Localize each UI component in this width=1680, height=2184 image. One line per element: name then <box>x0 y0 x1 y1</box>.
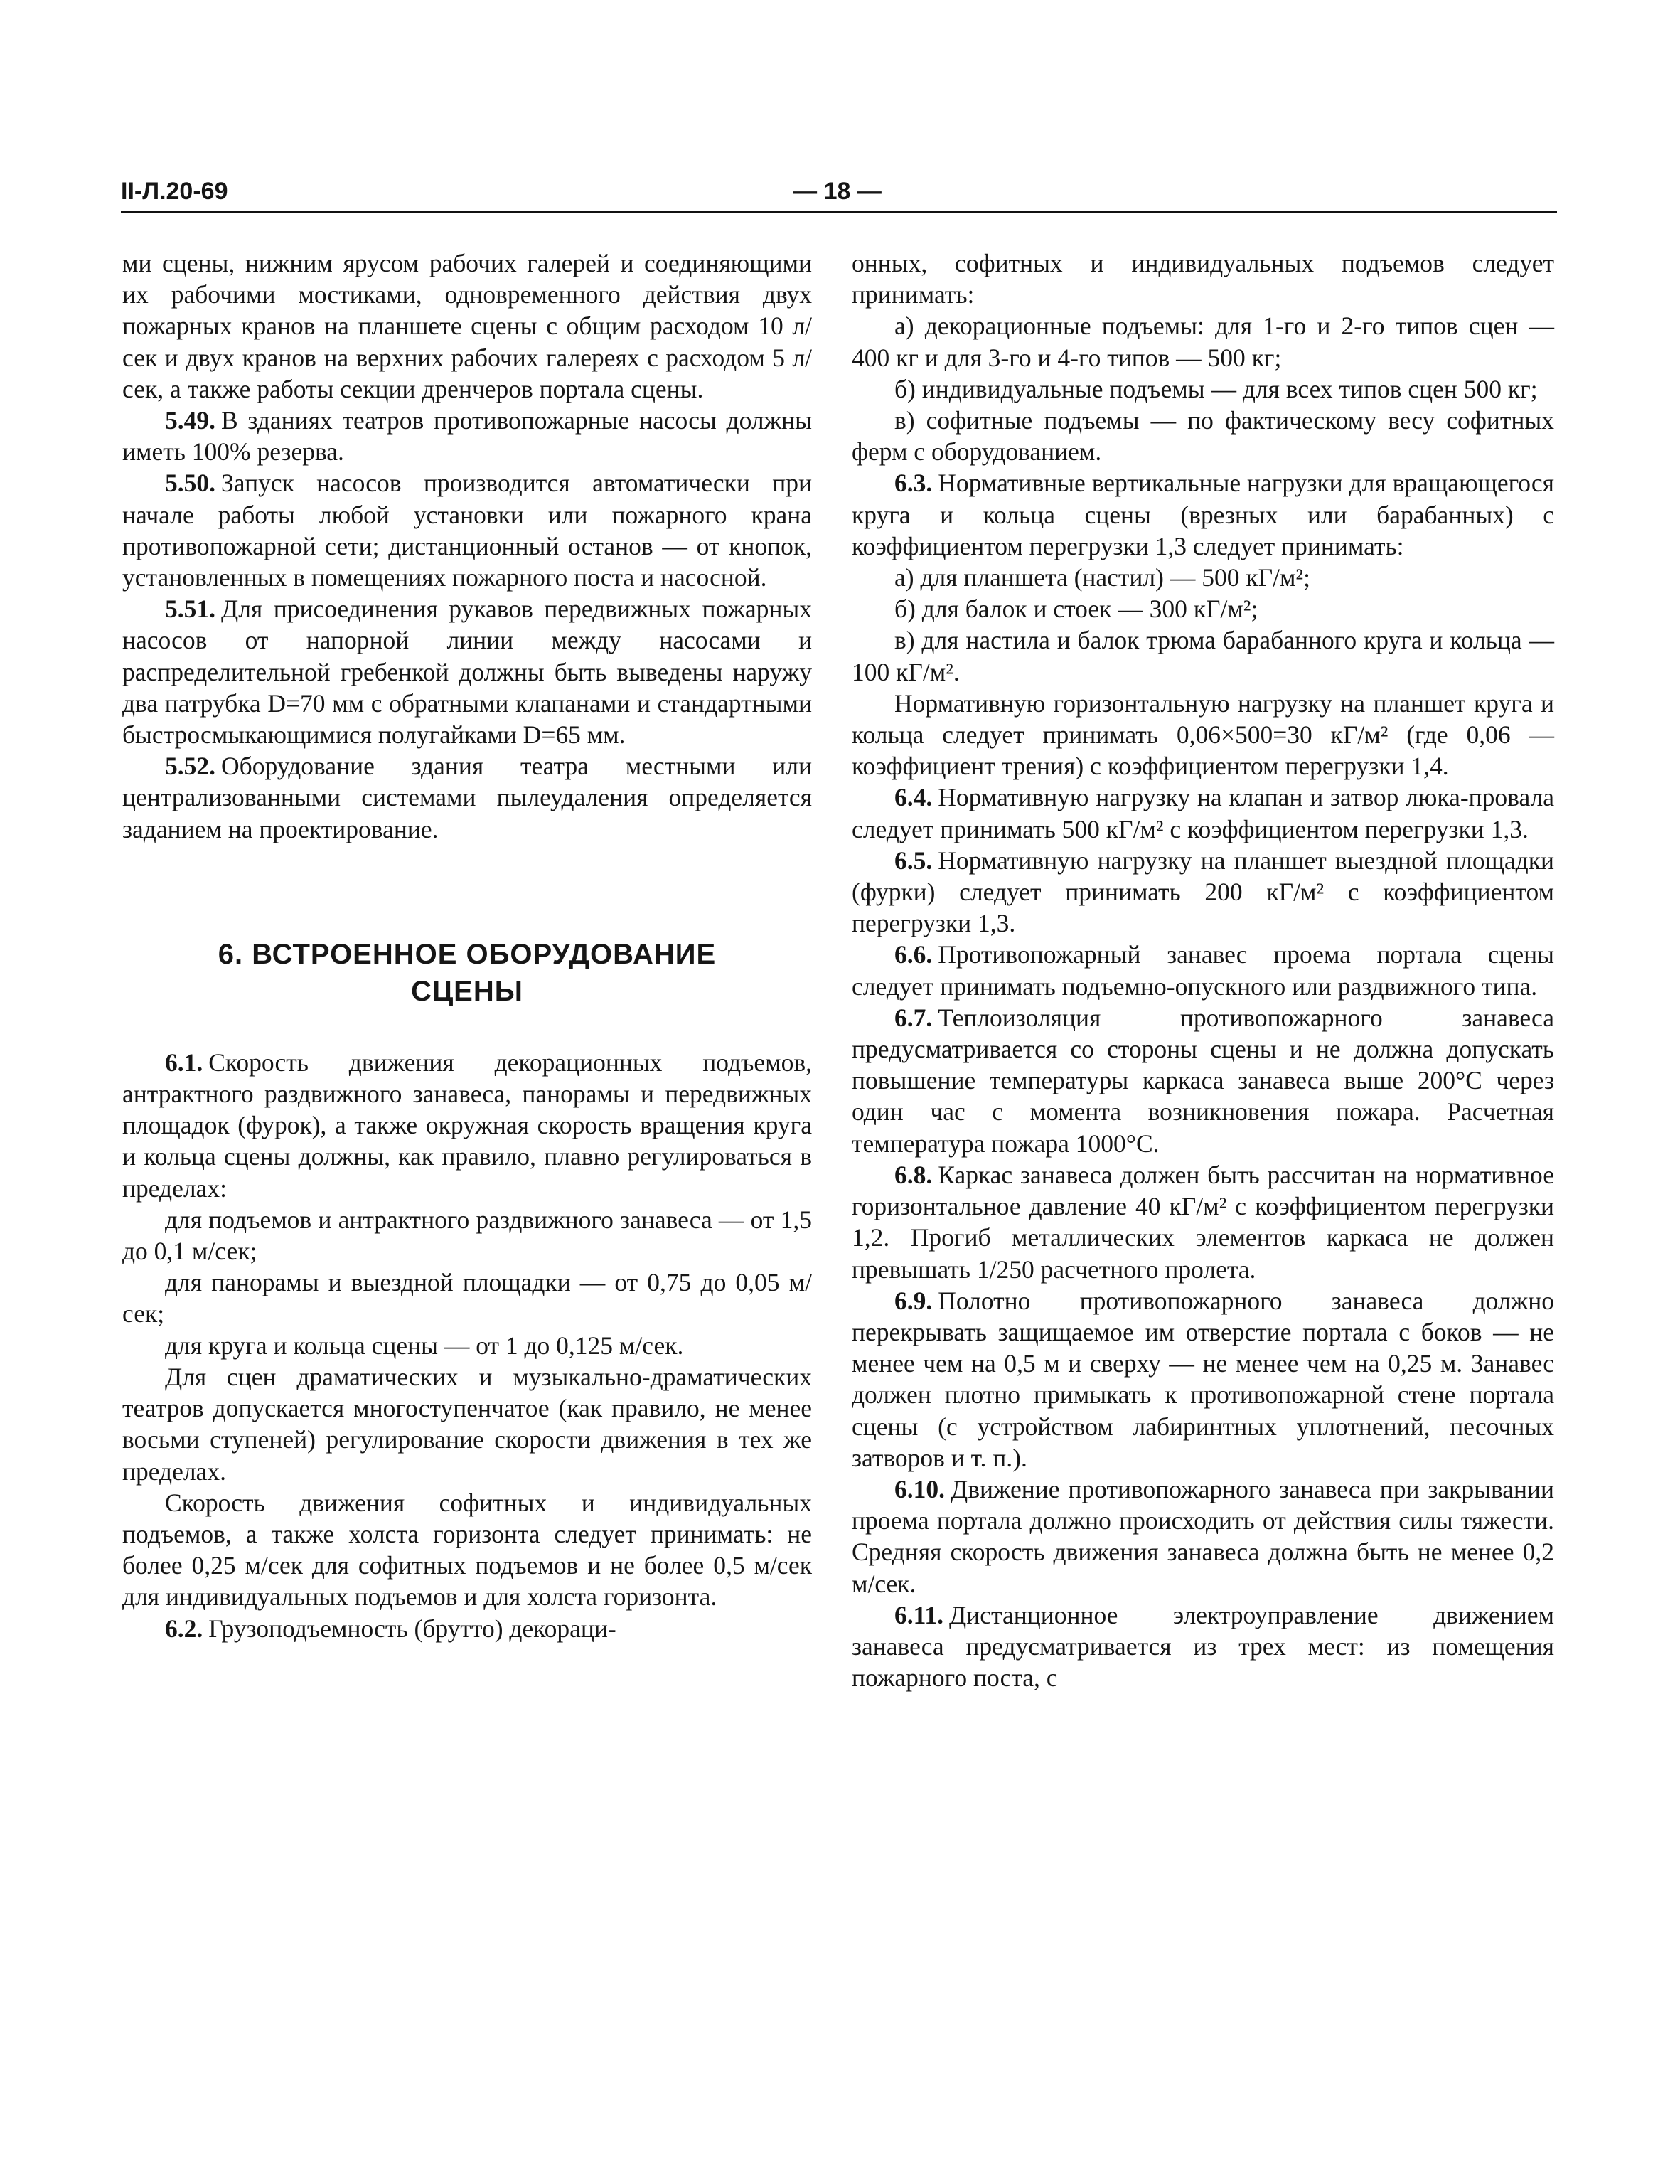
clause-number: 6.1. <box>165 1048 203 1077</box>
clause-6-6 <box>852 939 1554 1001</box>
clause-number: 6.10. <box>894 1474 945 1503</box>
page-header <box>121 178 1553 213</box>
clause-number: 6.3. <box>894 469 933 498</box>
clause-text: Грузоподъемность (брутто) декораци- <box>208 1614 616 1643</box>
clause-text: Оборудование здания театра местными или централизованными системами пылеудаления определяется заданием на проектирование. <box>122 752 812 843</box>
document-code: II-Л.20-69 <box>121 178 228 205</box>
clause-text: Нормативные вертикальные нагрузки для вращающегося круга и кольца сцены (врезных или барабанных) с коэффициентом перегрузки 1,3 следует принимать: <box>852 469 1554 560</box>
clause-6-5 <box>852 845 1554 939</box>
clause-text: Полотно противопожарного занавеса должно перекрывать защищаемое им отверстие портала с боков — не менее чем на 0,5 м и сверху — не менее чем на 0,25 м. Занавес должен плотно примыкать к противопожарной стене портала сцены (с устройством лабиринтных уплотнений, песочных затворов и т. п.). <box>852 1286 1554 1472</box>
clause-number: 6.7. <box>894 1003 933 1032</box>
paragraph: ми сцены, нижним ярусом рабочих галерей и соединяющими их рабочими мостиками, одновременного действия двух пожарных кранов на планшете сцены с общим расходом 10 л/сек и двух кранов на верхних рабочих галереях с расходом 5 л/сек, а также работы секции дренчеров портала сцены. <box>122 249 812 403</box>
clause-6-2 <box>122 1613 812 1644</box>
clause-6-7 <box>852 1002 1554 1159</box>
clause-text: Для присоединения рукавов передвижных пожарных насосов от напорной линии между насосами и распределительной гребенкой должны быть выведены наружу два патрубка D=70 мм с обратными клапанами и стандартными быстросмыкающимися полугайками D=65 мм. <box>122 595 812 750</box>
clause-text: Запуск насосов производится автоматически при начале работы любой установки или пожарного крана противопожарной сети; дистанционный останов — от кнопок, установленных в помещениях пожарного поста и насосной. <box>122 469 812 592</box>
clause-number: 5.52. <box>165 752 215 781</box>
clause-5-52 <box>122 750 812 845</box>
clause-text: Нормативную нагрузку на клапан и затвор люка-провала следует принимать 500 кГ/м² с коэффициентом перегрузки 1,3. <box>852 783 1554 843</box>
clause-text: Противопожарный занавес проема портала сцены следует принимать подъемно-опускного или раздвижного типа. <box>852 940 1554 1001</box>
clause-number: 6.4. <box>894 783 933 812</box>
list-item: в) для настила и балок трюма барабанного круга и кольца — 100 кГ/м². <box>852 626 1554 686</box>
clause-6-9 <box>852 1285 1554 1474</box>
paragraph: Скорость движения софитных и индивидуальных подъемов, а также холста горизонта следует принимать: не более 0,25 м/сек для софитных подъемов и не более 0,5 м/сек для индивидуальных подъемов и для холста горизонта. <box>122 1488 812 1612</box>
list-item: в) софитные подъемы — по фактическому весу софитных ферм с оборудованием. <box>852 406 1554 467</box>
clause-number: 5.50. <box>165 469 215 498</box>
page-number: — 18 — <box>793 178 882 205</box>
list-item: а) для планшета (настил) — 500 кГ/м²; <box>894 563 1310 592</box>
section-heading <box>122 936 812 1010</box>
clause-5-51 <box>122 593 812 750</box>
clause-number: 6.5. <box>894 846 933 875</box>
list-item: б) для балок и стоек — 300 кГ/м²; <box>894 595 1258 624</box>
clause-6-10 <box>852 1474 1554 1599</box>
clause-text: Каркас занавеса должен быть рассчитан на нормативное горизонтальное давление 40 кГ/м² с коэффициентом перегрузки 1,2. Прогиб металлических элементов каркаса не должен превышать 1/250 расчетного пролета. <box>852 1160 1554 1284</box>
paragraph: Для сцен драматических и музыкально-драматических театров допускается многоступенчатое (как правило, не менее восьми ступеней) регулирование скорости движения в тех же пределах. <box>122 1362 812 1486</box>
clause-text: Движение противопожарного занавеса при закрывании проема портала должно происходить от действия силы тяжести. Средняя скорость движения занавеса должна быть не менее 0,2 м/сек. <box>852 1474 1554 1598</box>
clause-number: 5.51. <box>165 595 215 624</box>
list-item: а) декорационные подъемы: для 1-го и 2-го типов сцен — 400 кг и для 3-го и 4-го типов — 500 кг; <box>852 311 1554 372</box>
header-rule <box>121 211 1557 213</box>
clause-6-8 <box>852 1159 1554 1285</box>
left-column <box>122 247 812 1644</box>
clause-number: 5.49. <box>165 406 215 435</box>
clause-text: Скорость движения декорационных подъемов, антрактного раздвижного занавеса, панорамы и передвижных площадок (фурок), а также окружная скорость вращения круга и кольца сцены должны, как правило, плавно регулироваться в пределах: <box>122 1048 812 1203</box>
list-item: для панорамы и выездной площадки — от 0,75 до 0,05 м/сек; <box>122 1268 812 1328</box>
clause-text: Дистанционное электроуправление движением занавеса предусматривается из трех мест: из помещения пожарного поста, с <box>852 1600 1554 1693</box>
paragraph: онных, софитных и индивидуальных подъемов следует принимать: <box>852 249 1554 309</box>
clause-6-4 <box>852 782 1554 844</box>
list-item: б) индивидуальные подъемы — для всех типов сцен 500 кг; <box>894 374 1538 403</box>
clause-6-11 <box>852 1599 1554 1694</box>
clause-number: 6.6. <box>894 940 933 969</box>
right-column <box>852 247 1554 1693</box>
clause-number: 6.9. <box>894 1286 933 1315</box>
section-heading-line-1: 6. ВСТРОЕННОЕ ОБОРУДОВАНИЕ <box>218 938 717 970</box>
clause-text: Нормативную нагрузку на планшет выездной площадки (фурки) следует принимать 200 кГ/м² с коэффициентом перегрузки 1,3. <box>852 846 1554 938</box>
clause-text: В зданиях театров противопожарные насосы должны иметь 100% резерва. <box>122 406 812 467</box>
paragraph: Нормативную горизонтальную нагрузку на планшет круга и кольца следует принимать 0,06×500=30 кГ/м² (где 0,06 — коэффициент трения) с коэффициентом перегрузки 1,4. <box>852 688 1554 781</box>
clause-text: Теплоизоляция противопожарного занавеса предусматривается со стороны сцены и не должна допускать повышение температуры каркаса занавеса выше 200°С через один час с момента возникновения пожара. Расчетная температура пожара 1000°С. <box>852 1003 1554 1158</box>
section-heading-line-2: СЦЕНЫ <box>411 975 523 1007</box>
clause-5-49 <box>122 405 812 467</box>
clause-number: 6.2. <box>165 1614 203 1643</box>
clause-6-1 <box>122 1047 812 1204</box>
clause-number: 6.11. <box>894 1600 944 1629</box>
clause-5-50 <box>122 467 812 593</box>
list-item: для круга и кольца сцены — от 1 до 0,125 м/сек. <box>165 1331 684 1360</box>
clause-6-3 <box>852 467 1554 562</box>
list-item: для подъемов и антрактного раздвижного занавеса — от 1,5 до 0,1 м/сек; <box>122 1205 812 1266</box>
clause-number: 6.8. <box>894 1160 933 1189</box>
